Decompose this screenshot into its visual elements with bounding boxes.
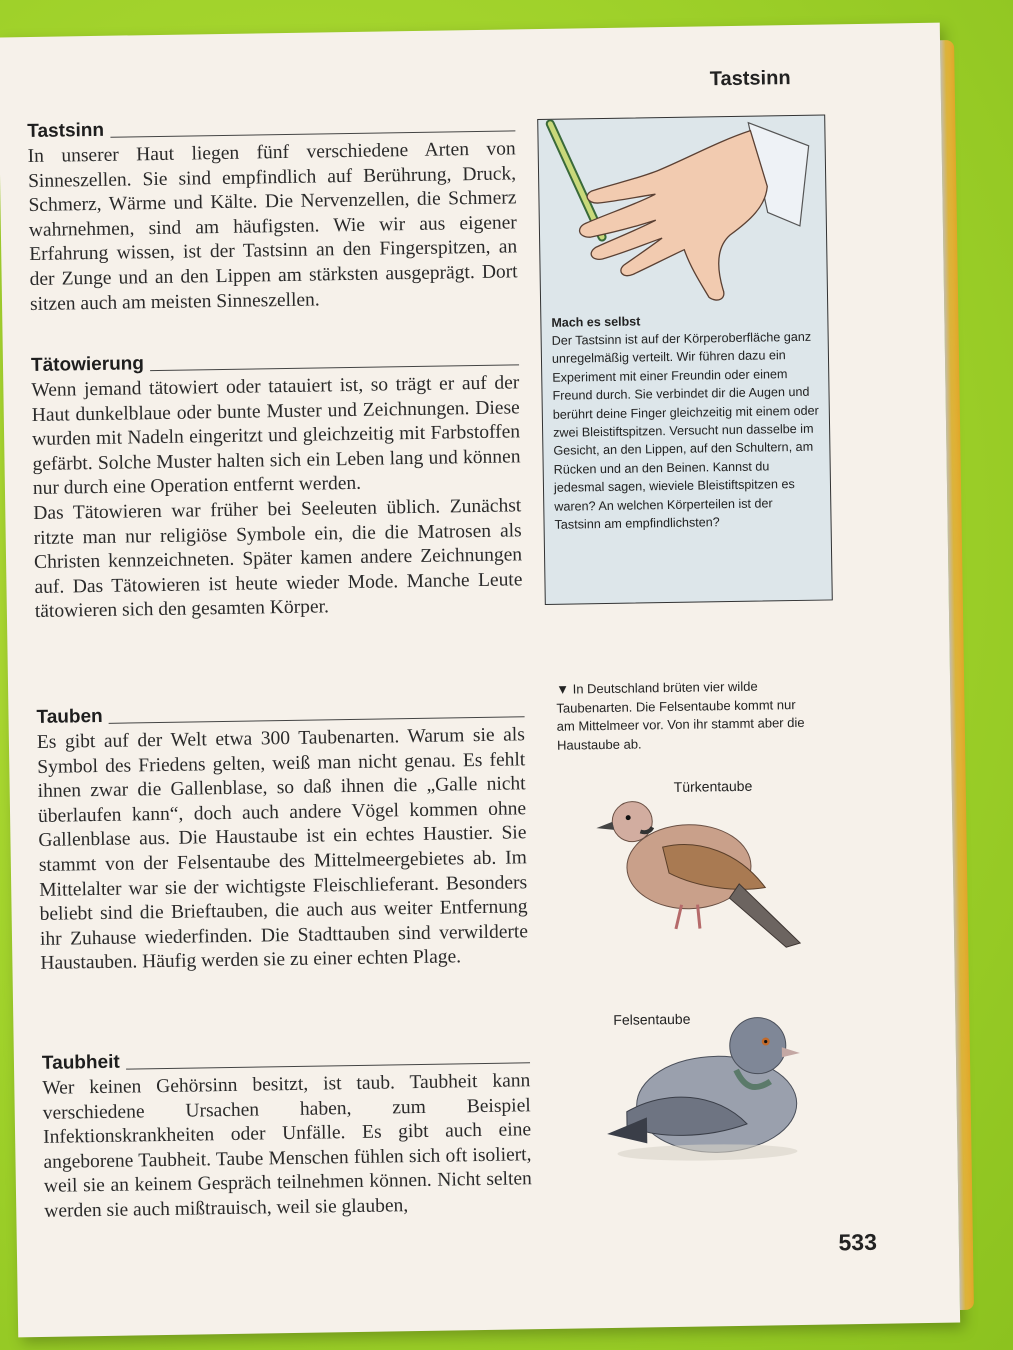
entry-title: Tauben xyxy=(36,705,103,728)
entry-paragraph: Wer keinen Gehörsinn besitzt, ist taub. Taubheit kann verschiedene Ursachen haben, zum Beispiel Infektionskrankheiten oder Unfälle. Es gibt auch eine angeborene Taubheit. Taube Menschen fühlen sich oft isoliert, weil sie an keinem Gespräch teilnehmen können. Nicht selten werden sie auch mißtrauisch, weil sie glauben, xyxy=(42,1070,533,1222)
tuerkentaube-illustration xyxy=(587,767,810,960)
bird-label-felsentaube: Felsentaube xyxy=(613,1010,691,1028)
book-page xyxy=(0,23,960,1338)
heading-rule xyxy=(150,364,519,371)
entry-taetowierung xyxy=(31,347,523,625)
box-text: Der Tastsinn ist auf der Körperoberfläche ganz unregelmäßig verteilt. Wir führen dazu ein Experiment mit einer Freundin oder einem Freund durch. Sie verbindet dir die Augen und berührt deine Finger gleichzeitig mit einem oder zwei Bleistiftspitzen. Versucht nun dasselbe im Gesicht, an den Lippen, auf den Schultern, am Rücken und an den Beinen. Kannst du jedesmal sagen, wieviele Bleistiftspitzen es waren? An welchen Körperteilen ist der Tastsinn am empfindlichsten? xyxy=(551,329,819,532)
heading-rule xyxy=(110,130,515,137)
entry-paragraph: In unserer Haut liegen fünf verschiedene Arten von Sinneszellen. Sie sind empfindlich auf Berührung, Druck, Schmerz, Wärme und Kälte. Die Nervenzellen, die Schmerz wahrnehmen, sind am häufigsten. Wie wir aus eigener Erfahrung wissen, ist der Tastsinn an den Fingerspitzen, an der Zunge und an den Lippen am stärksten ausgeprägt. Dort sitzen auch am meisten Sinneszellen. xyxy=(27,138,518,315)
heading-rule xyxy=(109,716,525,724)
entry-paragraph: Das Tätowieren war früher bei Seeleuten üblich. Zunächst ritzte man nur religiöse Symbole ein, die die Matrosen als Christen kennzeichneten. Später kamen andere Zeichnungen auf. Das Tätowieren ist heute wieder Mode. Manche Leute tätowieren sich den gesamten Körper. xyxy=(33,495,523,623)
felsentaube-illustration xyxy=(585,991,828,1175)
entry-tauben xyxy=(36,699,528,977)
entry-tastsinn xyxy=(27,113,518,317)
experiment-box xyxy=(537,114,833,604)
bird-label-tuerkentaube: Türkentaube xyxy=(673,777,753,795)
entry-title: Tätowierung xyxy=(30,353,145,376)
hand-illustration xyxy=(538,116,827,310)
entry-paragraph: Es gibt auf der Welt etwa 300 Taubenarten. Warum sie als Symbol des Friedens gelten, weiß man nicht genau. Es fehlt ihnen zwar die Gallenblase, so daß ihnen die „Galle nicht überlaufen kann“, doch auch andere Vögel kommen ohne Gallenblase aus. Die Haustaube ist ein echtes Haustier. Sie stammt von der Felsentaube des Mittelmeergebietes ab. Im Mittelalter war sie der wichtigste Fleischlieferant. Besonders beliebt sind die Brieftauben, die auch aus weiter Entfernung ihr Zuhause wiederfinden. Die Stadttauben sind verwilderte Haustauben. Häufig werden sie zu einer echten Plage. xyxy=(36,724,529,975)
running-head: Tastsinn xyxy=(709,67,791,91)
page-number: 533 xyxy=(838,1228,878,1256)
heading-rule xyxy=(126,1062,530,1069)
entry-paragraph: Wenn jemand tätowiert oder tatauiert ist, so trägt er auf der Haut dunkelblaue oder bunte Muster und Zeichnungen. Diese wurden mit Nadeln eingeritzt und gleichzeitig mit Farbstoffen gefärbt. Solche Muster halten sich ein Leben lang und können nur durch eine Operation entfernt werden. xyxy=(31,372,521,500)
entry-title: Taubheit xyxy=(41,1051,120,1074)
entry-title: Tastsinn xyxy=(27,119,105,143)
entry-taubheit xyxy=(42,1045,533,1224)
bird-caption: ▼ In Deutschland brüten vier wilde Taubenarten. Die Felsentaube kommt nur am Mittelmeer vor. Von ihr stammt aber die Haustaube ab. xyxy=(556,678,805,753)
box-title: Mach es selbst xyxy=(551,314,641,330)
